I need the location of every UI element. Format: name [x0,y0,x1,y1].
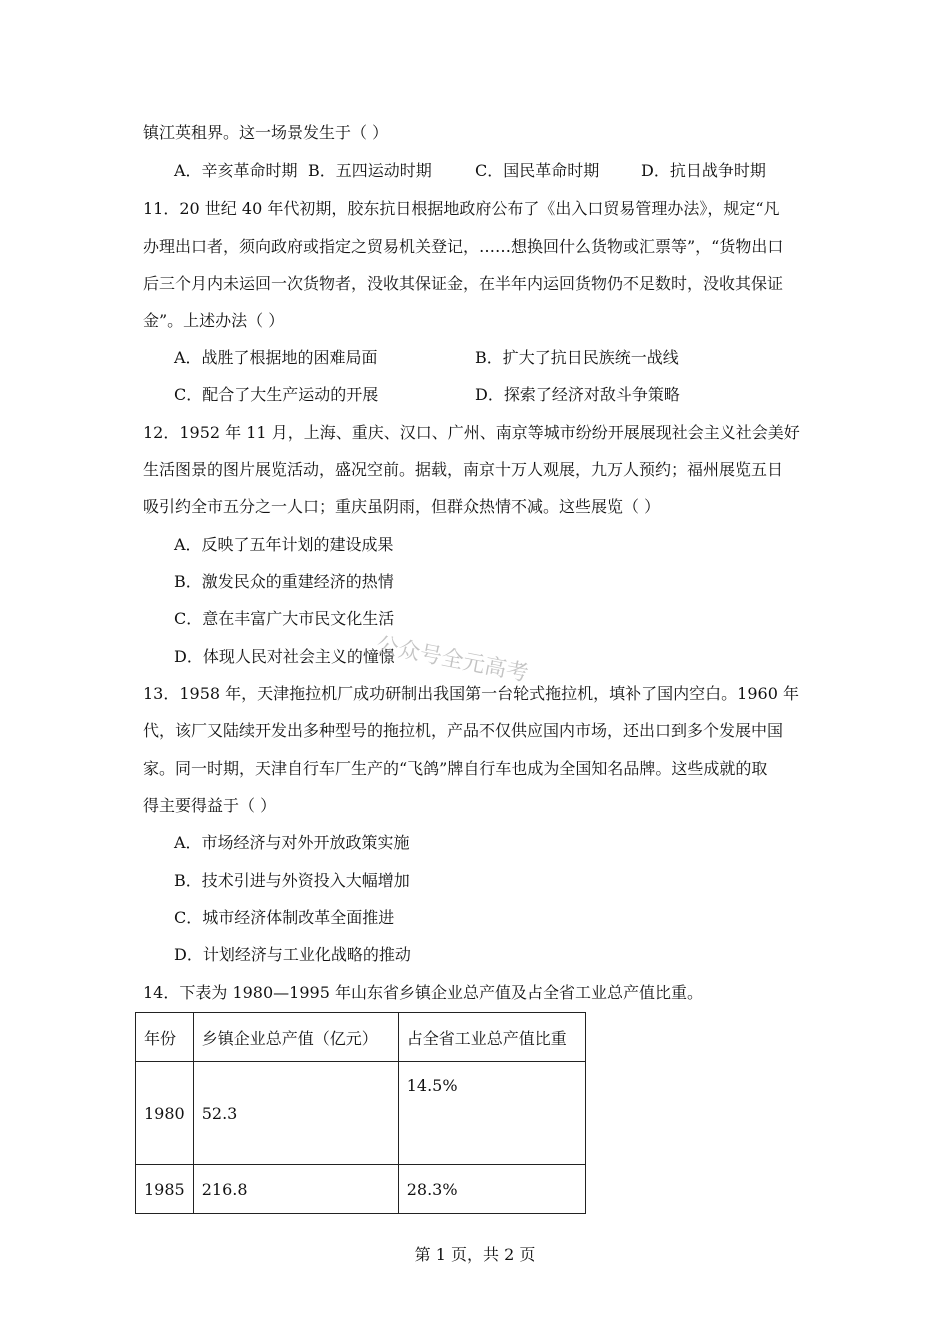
table-cell: 52.3 [193,1062,398,1165]
q12-option-b: B．激发民众的重建经济的热情 [174,572,394,591]
q11-option-b: B．扩大了抗日民族统一战线 [475,348,679,367]
table-cell: 28.3% [398,1165,585,1214]
q13-option-d: D．计划经济与工业化战略的推动 [174,945,411,964]
q14-intro: 14．下表为 1980—1995 年山东省乡镇企业总产值及占全省工业总产值比重。 [143,983,703,1002]
q10-option-a: A．辛亥革命时期 [174,161,298,180]
table-header-row [136,1013,586,1062]
watermark: 公众号全元高考 [374,632,531,687]
table-row [136,1062,586,1165]
q12-option-a: A．反映了五年计划的建设成果 [174,535,394,554]
q13-option-c: C．城市经济体制改革全面推进 [174,908,395,927]
table-cell: 1985 [136,1165,194,1214]
table-cell: 14.5% [398,1062,585,1165]
table-header-cell: 占全省工业总产值比重 [398,1013,585,1062]
q10-option-d: D．抗日战争时期 [641,161,766,180]
q13-option-b: B．技术引进与外资投入大幅增加 [174,871,410,890]
q10-text-tail: 镇江英租界。这一场景发生于（ ） [143,123,389,142]
q10-option-b: B．五四运动时期 [308,161,432,180]
q11-line-2: 办理出口者，须向政府或指定之贸易机关登记，……想换回什么货物或汇票等”，“货物出口 [143,237,784,256]
q12-option-c: C．意在丰富广大市民文化生活 [174,609,395,628]
table-header-cell: 年份 [136,1013,194,1062]
q11-option-c: C．配合了大生产运动的开展 [174,385,379,404]
q12-line-2: 生活图景的图片展览活动，盛况空前。据载，南京十万人观展，九万人预约；福州展览五日 [143,460,784,479]
table-row [136,1165,586,1214]
q11-option-a: A．战胜了根据地的困难局面 [174,348,378,367]
q13-line-3: 家。同一时期，天津自行车厂生产的“飞鸽”牌自行车也成为全国知名品牌。这些成就的取 [143,759,768,778]
q12-line-3: 吸引约全市五分之一人口；重庆虽阴雨，但群众热情不减。这些展览（ ） [143,497,661,516]
table-cell: 1980 [136,1062,194,1165]
q13-option-a: A．市场经济与对外开放政策实施 [174,833,410,852]
q11-line-1: 11．20 世纪 40 年代初期，胶东抗日根据地政府公布了《出入口贸易管理办法》，规定“凡 [143,199,780,218]
q13-line-4: 得主要得益于（ ） [143,796,277,815]
q13-line-1: 13．1958 年，天津拖拉机厂成功研制出我国第一台轮式拖拉机，填补了国内空白。1960 年 [143,684,799,703]
q11-line-3: 后三个月内未运回一次货物者，没收其保证金，在半年内运回货物仍不足数时，没收其保证 [143,274,784,293]
q14-data-table [135,1012,586,1214]
table-header-cell: 乡镇企业总产值（亿元） [193,1013,398,1062]
q10-option-c: C．国民革命时期 [475,161,600,180]
page-footer: 第 1 页，共 2 页 [414,1245,536,1264]
table-cell: 216.8 [193,1165,398,1214]
q11-line-4: 金”。上述办法（ ） [143,311,285,330]
q11-option-d: D．探索了经济对敌斗争策略 [475,385,680,404]
q13-line-2: 代，该厂又陆续开发出多种型号的拖拉机，产品不仅供应国内市场，还出口到多个发展中国 [143,721,784,740]
q12-option-d: D．体现人民对社会主义的憧憬 [174,647,395,666]
q12-line-1: 12．1952 年 11 月，上海、重庆、汉口、广州、南京等城市纷纷开展展现社会主义社会美好 [143,423,800,442]
